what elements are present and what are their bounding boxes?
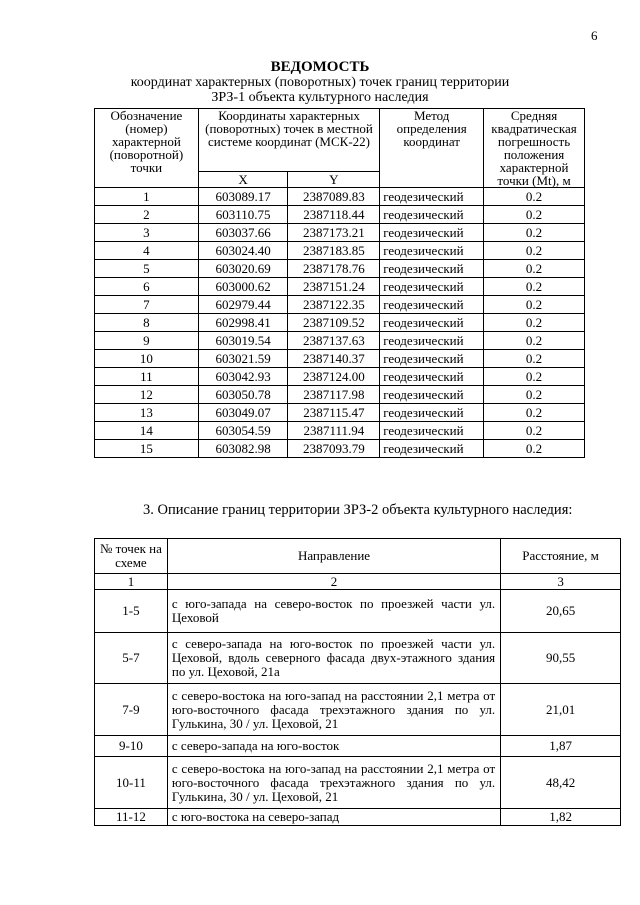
document-title <box>0 60 640 105</box>
coord-x: 602998.41 <box>198 314 288 332</box>
coord-x: 603037.66 <box>198 224 288 242</box>
accuracy: 0.2 <box>484 404 585 422</box>
method: геодезический <box>380 350 484 368</box>
table-row <box>95 386 585 404</box>
coord-x: 603000.62 <box>198 278 288 296</box>
point-number: 7 <box>95 296 199 314</box>
header-method: Метод определения координат <box>380 109 484 188</box>
point-number: 3 <box>95 224 199 242</box>
coord-x: 603019.54 <box>198 332 288 350</box>
coord-y: 2387118.44 <box>288 206 380 224</box>
point-number: 13 <box>95 404 199 422</box>
coord-y: 2387117.98 <box>288 386 380 404</box>
segment-direction: с юго-запада на северо-восток по проезжей части ул. Цеховой <box>167 590 500 633</box>
table-row <box>95 242 585 260</box>
accuracy: 0.2 <box>484 188 585 206</box>
boundary-description-table <box>94 538 621 826</box>
point-number: 12 <box>95 386 199 404</box>
table-row <box>95 188 585 206</box>
header-x: X <box>198 172 288 188</box>
title-main: ВЕДОМОСТЬ <box>270 59 370 75</box>
accuracy: 0.2 <box>484 422 585 440</box>
point-number: 5 <box>95 260 199 278</box>
title-line-1: координат характерных (поворотных) точек границ территории <box>130 75 510 90</box>
coord-y: 2387089.83 <box>288 188 380 206</box>
coord-y: 2387115.47 <box>288 404 380 422</box>
coord-x: 603042.93 <box>198 368 288 386</box>
column-number-1: 1 <box>95 574 168 590</box>
point-number: 14 <box>95 422 199 440</box>
coord-y: 2387173.21 <box>288 224 380 242</box>
table-row <box>95 404 585 422</box>
coord-y: 2387124.00 <box>288 368 380 386</box>
method: геодезический <box>380 296 484 314</box>
header-y: Y <box>288 172 380 188</box>
segment-distance: 21,01 <box>501 684 621 736</box>
header-point-number: Обозначение (номер) характерной (поворотной) точки <box>95 109 199 188</box>
method: геодезический <box>380 332 484 350</box>
column-number-2: 2 <box>167 574 500 590</box>
method: геодезический <box>380 404 484 422</box>
table-row <box>95 224 585 242</box>
segment-points: 10-11 <box>95 757 168 809</box>
coord-y: 2387109.52 <box>288 314 380 332</box>
accuracy: 0.2 <box>484 368 585 386</box>
method: геодезический <box>380 314 484 332</box>
accuracy: 0.2 <box>484 278 585 296</box>
accuracy: 0.2 <box>484 242 585 260</box>
method: геодезический <box>380 368 484 386</box>
segment-distance: 1,87 <box>501 736 621 757</box>
coord-y: 2387137.63 <box>288 332 380 350</box>
point-number: 15 <box>95 440 199 458</box>
section-heading: 3. Описание границ территории ЗРЗ-2 объекта культурного наследия: <box>143 502 573 518</box>
coord-y: 2387151.24 <box>288 278 380 296</box>
segment-points: 9-10 <box>95 736 168 757</box>
method: геодезический <box>380 224 484 242</box>
method: геодезический <box>380 440 484 458</box>
accuracy: 0.2 <box>484 224 585 242</box>
method: геодезический <box>380 278 484 296</box>
coord-x: 603050.78 <box>198 386 288 404</box>
table-row <box>95 684 621 736</box>
segment-distance: 1,82 <box>501 809 621 826</box>
header-points: № точек на схеме <box>95 539 168 574</box>
method: геодезический <box>380 422 484 440</box>
coord-y: 2387093.79 <box>288 440 380 458</box>
coord-x: 603089.17 <box>198 188 288 206</box>
table-row <box>95 736 621 757</box>
table-row <box>95 260 585 278</box>
coord-x: 603020.69 <box>198 260 288 278</box>
accuracy: 0.2 <box>484 206 585 224</box>
accuracy: 0.2 <box>484 314 585 332</box>
accuracy: 0.2 <box>484 440 585 458</box>
segment-direction: с северо-востока на юго-запад на расстоянии 2,1 метра от юго-восточного фасада трехэтажного здания по ул. Гулькина, 30 / ул. Цеховой, 21 <box>167 757 500 809</box>
table-row <box>95 633 621 684</box>
coord-x: 603082.98 <box>198 440 288 458</box>
segment-distance: 20,65 <box>501 590 621 633</box>
table-row <box>95 440 585 458</box>
coord-x: 603110.75 <box>198 206 288 224</box>
point-number: 9 <box>95 332 199 350</box>
table-row <box>95 206 585 224</box>
table-row <box>95 368 585 386</box>
table-row <box>95 422 585 440</box>
table-row <box>95 809 621 826</box>
coord-x: 603049.07 <box>198 404 288 422</box>
header-direction: Направление <box>167 539 500 574</box>
point-number: 6 <box>95 278 199 296</box>
coord-x: 603024.40 <box>198 242 288 260</box>
segment-distance: 90,55 <box>501 633 621 684</box>
coord-x: 602979.44 <box>198 296 288 314</box>
table-row <box>95 278 585 296</box>
segment-points: 5-7 <box>95 633 168 684</box>
table-row <box>95 757 621 809</box>
segment-points: 11-12 <box>95 809 168 826</box>
point-number: 4 <box>95 242 199 260</box>
coord-y: 2387122.35 <box>288 296 380 314</box>
table-row <box>95 314 585 332</box>
coord-y: 2387140.37 <box>288 350 380 368</box>
page-number: 6 <box>591 28 598 43</box>
header-distance: Расстояние, м <box>501 539 621 574</box>
coordinates-table <box>94 108 585 458</box>
coord-x: 603021.59 <box>198 350 288 368</box>
segment-direction: с северо-запада на юго-восток <box>167 736 500 757</box>
table-row <box>95 590 621 633</box>
accuracy: 0.2 <box>484 332 585 350</box>
segment-direction: с северо-запада на юго-восток по проезжей части ул. Цеховой, вдоль северного фасада двух-этажного здания по ул. Цеховой, 21а <box>167 633 500 684</box>
coord-y: 2387178.76 <box>288 260 380 278</box>
method: геодезический <box>380 242 484 260</box>
table-row <box>95 350 585 368</box>
point-number: 8 <box>95 314 199 332</box>
table-row <box>95 332 585 350</box>
header-coordinates: Координаты характерных (поворотных) точек в местной системе координат (МСК-22) <box>198 109 379 172</box>
column-number-3: 3 <box>501 574 621 590</box>
point-number: 2 <box>95 206 199 224</box>
segment-direction: с юго-востока на северо-запад <box>167 809 500 826</box>
coord-x: 603054.59 <box>198 422 288 440</box>
header-accuracy: Средняя квадратическая погрешность положения характерной точки (Mt), м <box>484 109 585 188</box>
method: геодезический <box>380 386 484 404</box>
segment-direction: с северо-востока на юго-запад на расстоянии 2,1 метра от юго-восточного фасада трехэтажного здания по ул. Гулькина, 30 / ул. Цеховой, 21 <box>167 684 500 736</box>
method: геодезический <box>380 260 484 278</box>
segment-distance: 48,42 <box>501 757 621 809</box>
point-number: 11 <box>95 368 199 386</box>
accuracy: 0.2 <box>484 296 585 314</box>
accuracy: 0.2 <box>484 350 585 368</box>
segment-points: 1-5 <box>95 590 168 633</box>
title-line-2: ЗРЗ-1 объекта культурного наследия <box>211 90 429 105</box>
coord-y: 2387183.85 <box>288 242 380 260</box>
method: геодезический <box>380 206 484 224</box>
method: геодезический <box>380 188 484 206</box>
point-number: 10 <box>95 350 199 368</box>
table-row <box>95 296 585 314</box>
accuracy: 0.2 <box>484 260 585 278</box>
point-number: 1 <box>95 188 199 206</box>
segment-points: 7-9 <box>95 684 168 736</box>
coord-y: 2387111.94 <box>288 422 380 440</box>
accuracy: 0.2 <box>484 386 585 404</box>
